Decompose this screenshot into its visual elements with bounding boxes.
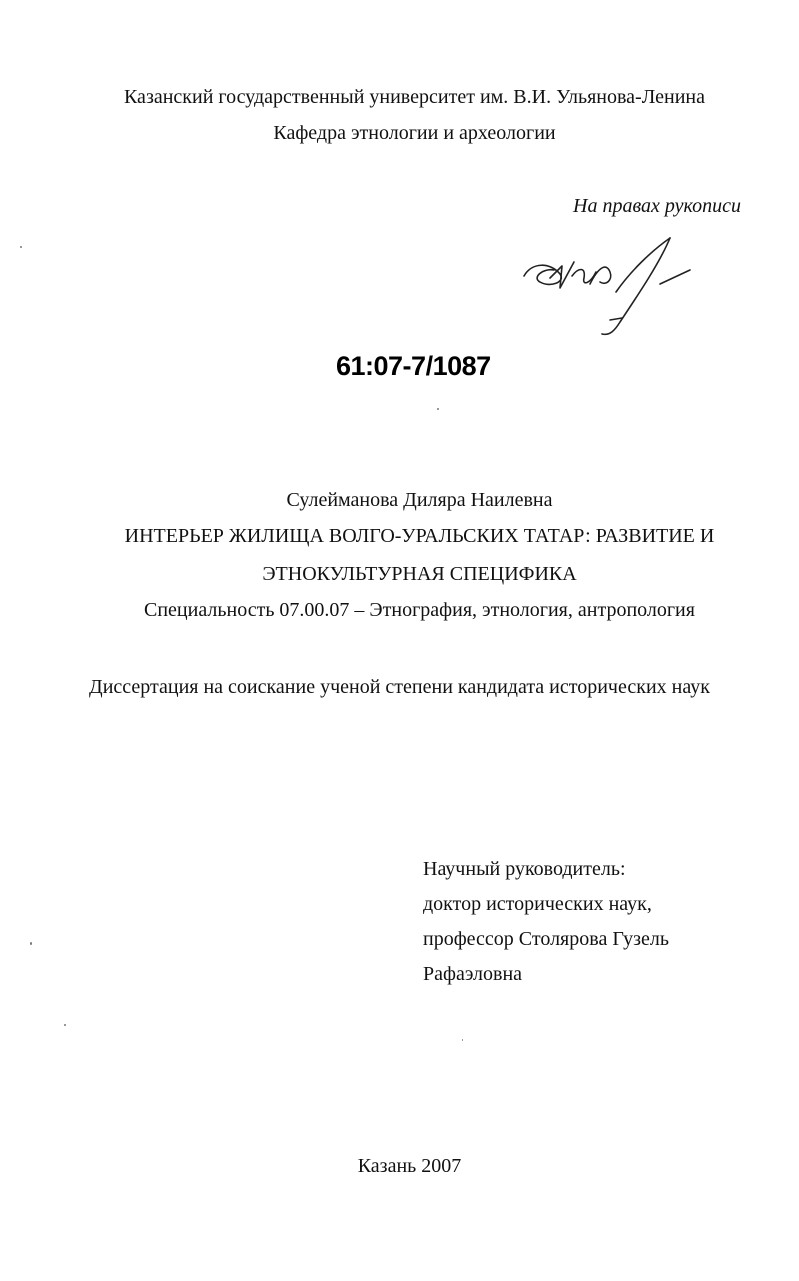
dissertation-title-line-2: ЭТНОКУЛЬТУРНАЯ СПЕЦИФИКА [262,563,577,585]
scan-speck [30,942,32,945]
signature-icon [520,232,700,342]
scan-speck [64,1024,66,1026]
dissertation-note: Диссертация на соискание ученой степени кандидата исторических наук [89,676,710,698]
department-name: Кафедра этнологии и археологии [273,122,556,144]
rights-note: На правах рукописи [573,195,741,217]
city-year: Казань 2007 [357,1155,462,1177]
scan-speck [437,408,439,410]
author-name: Сулейманова Диляра Наилевна [286,489,553,511]
supervisor-name: профессор Столярова Гузель [423,928,669,950]
catalog-number: 61:07-7/1087 [336,351,491,381]
supervisor-block [423,857,669,997]
dissertation-title-line-1: ИНТЕРЬЕР ЖИЛИЩА ВОЛГО-УРАЛЬСКИХ ТАТАР: РАЗВИТИЕ И [124,525,715,547]
supervisor-patronymic: Рафаэловна [423,963,523,985]
university-name: Казанский государственный университет им. В.И. Ульянова-Ленина [123,86,705,108]
specialty: Специальность 07.00.07 – Этнография, этнология, антропология [144,599,695,621]
supervisor-degree: доктор исторических наук, [423,893,652,915]
supervisor-label: Научный руководитель: [423,858,626,880]
scan-speck [20,246,22,248]
scan-speck [462,1039,463,1041]
